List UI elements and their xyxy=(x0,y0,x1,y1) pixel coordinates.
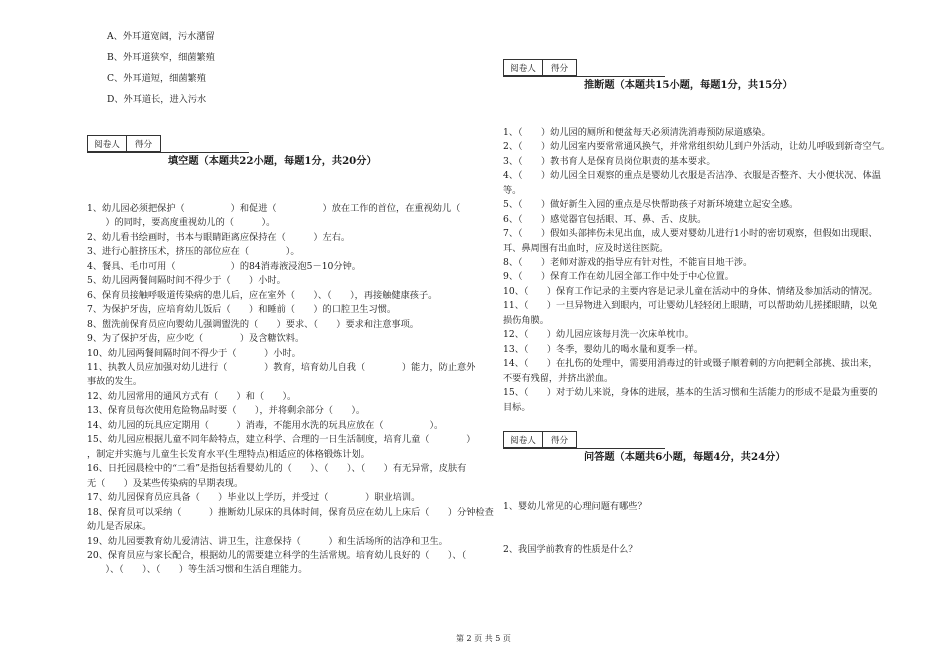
option-d: D、外耳道长，进入污水 xyxy=(107,94,207,105)
option-c: C、外耳道短，细菌繁殖 xyxy=(107,73,206,84)
reviewer-label: 阅卷人 xyxy=(504,60,543,75)
fill-line: 1、幼儿园必须把保护（ ）和促进（ ）放在工作的首位，在重视幼儿（ xyxy=(87,203,461,214)
judge-line: 7、（ ）假如头部摔伤未见出血，成人要对婴幼儿进行1小时的密切观察，但假如出现眼、 xyxy=(503,228,878,239)
score-label: 得分 xyxy=(134,139,153,150)
fill-line: 幼儿是否尿床。 xyxy=(87,521,152,532)
fill-line: 2、幼儿看书绘画时，书本与眼睛距离应保持在（ ）左右。 xyxy=(87,232,351,243)
fill-line: ）的同时，要高度重视幼儿的（ ）。 xyxy=(87,217,276,228)
score-label: 得分 xyxy=(550,435,569,446)
fill-line: 17、幼儿园保育员应具备（ ）毕业以上学历，并受过（ ）职业培训。 xyxy=(87,492,421,503)
judge-line: 11、（ ）一旦异物进入到眼内，可让婴幼儿轻轻闭上眼睛，可以帮助幼儿搓揉眼睛，以免 xyxy=(503,300,878,311)
fill-score-box xyxy=(87,135,161,152)
judge-line: 10、（ ）保育工作记录的主要内容是记录儿童在活动中的身体、情绪及参加活动的情况。 xyxy=(503,286,878,297)
judge-line: 耳、鼻周围有出血时，应及时送往医院。 xyxy=(503,243,669,254)
reviewer-label: 阅卷人 xyxy=(88,136,127,151)
judge-line: 9、（ ）保育工作在幼儿园全部工作中处于中心位置。 xyxy=(503,271,734,282)
judge-line: 6、（ ）感觉器官包括眼、耳、鼻、舌、皮肤。 xyxy=(503,214,707,225)
fill-line: 5、幼儿园两餐间隔时间不得少于（ ）小时。 xyxy=(87,275,286,286)
fill-line: 18、保育员可以采纳（ ）推断幼儿尿床的具体时间，保育员应在幼儿上床后（ ）分钟检查 xyxy=(87,507,494,518)
judge-line: 5、（ ）做好新生入园的重点是尽快帮助孩子对新环境建立起安全感。 xyxy=(503,199,799,210)
judge-section-title: 推断题（本题共15小题，每题1分，共15分） xyxy=(584,79,793,91)
judge-line: 2、（ ）幼儿园室内要常常通风换气，并常常组织幼儿到户外活动，让幼儿呼吸到新奇空气。 xyxy=(503,141,891,152)
score-label: 得分 xyxy=(550,63,569,74)
reviewer-label: 阅卷人 xyxy=(504,432,543,447)
judge-line: 8、（ ）老师对游戏的指导应有针对性，不能盲目地干涉。 xyxy=(503,257,753,268)
judge-line: 3、（ ）教书育人是保育员岗位职责的基本要求。 xyxy=(503,156,716,167)
judge-line: 等。 xyxy=(503,185,522,196)
judge-line: 14、（ ）在扎伤的处理中，需要用消毒过的针或镊子顺着刺的方向把刺全部挑、拔出来， xyxy=(503,358,878,369)
judge-line: 1、（ ）幼儿园的厕所和便盆每天必须清洗消毒预防尿道感染。 xyxy=(503,127,771,138)
fill-section-title: 填空题（本题共22小题，每题1分，共20分） xyxy=(168,155,377,167)
fill-line: 8、盥洗前保育员应向婴幼儿强调盥洗的（ ）要求、（ ）要求和注意事项。 xyxy=(87,319,419,330)
qa-question: 1、婴幼儿常见的心理问题有哪些？ xyxy=(503,501,647,512)
fill-line: 19、幼儿园要教育幼儿爱清洁、讲卫生，注意保持（ ）和生活场所的洁净和卫生。 xyxy=(87,536,448,547)
judge-line: 12、（ ）幼儿园应该每月洗一次床单枕巾。 xyxy=(503,329,694,340)
fill-line: 16、日托园晨检中的“二看”是指包括看婴幼儿的（ ）、（ ）、（ ）有无异常，皮肤有 xyxy=(87,463,467,474)
fill-line: ）、（ ）、（ ）等生活习惯和生活自理能力。 xyxy=(87,564,308,575)
judge-line: 目标。 xyxy=(503,402,531,413)
fill-line: 无（ ）及某些传染病的早期表现。 xyxy=(87,478,244,489)
qa-section-title: 问答题（本题共6小题，每题4分，共24分） xyxy=(584,451,786,463)
option-b: B、外耳道狭窄，细菌繁殖 xyxy=(107,52,215,63)
judge-line: 15、（ ）对于幼儿来说，身体的进展，基本的生活习惯和生活能力的形成不是最为重要的 xyxy=(503,387,878,398)
fill-line: 9、为了保护牙齿，应少吃（ ）及含糖饮料。 xyxy=(87,333,305,344)
qa-question: 2、我国学前教育的性质是什么？ xyxy=(503,544,638,555)
judge-score-box xyxy=(503,59,577,76)
judge-line: 损伤角膜。 xyxy=(503,315,549,326)
option-a: A、外耳道宽阔，污水潴留 xyxy=(107,31,215,42)
fill-line: 3、进行心脏挤压术，挤压的部位应在（ ）。 xyxy=(87,246,300,257)
fill-line: 11、执教人员应加强对幼儿进行（ ）教育，培育幼儿自我（ ）能力，防止意外 xyxy=(87,362,476,373)
fill-line: 10、幼儿园两餐间隔时间不得少于（ ）小时。 xyxy=(87,348,301,359)
judge-line: 不要有残留，并挤出淤血。 xyxy=(503,373,614,384)
fill-line: 14、幼儿园的玩具应定期用（ ）消毒，不能用水洗的玩具应放在（ ）。 xyxy=(87,420,444,431)
fill-line: 事故的发生。 xyxy=(87,376,143,387)
qa-score-box xyxy=(503,431,577,448)
fill-line: ，制定并实施与儿童生长发育水平(生理特点)相适应的体格锻炼计划。 xyxy=(87,449,370,460)
fill-line: 20、保育员应与家长配合，根据幼儿的需要建立科学的生活常规。培育幼儿良好的（ ）、（ xyxy=(87,550,467,561)
fill-line: 7、为保护牙齿，应培育幼儿饭后（ ）和睡前（ ）的口腔卫生习惯。 xyxy=(87,304,397,315)
fill-line: 13、保育员每次使用危险物品时要（ ），并将剩余部分（ ）。 xyxy=(87,405,366,416)
page-footer: 第 2 页 共 5 页 xyxy=(456,634,511,643)
fill-line: 12、幼儿园常用的通风方式有（ ）和（ ）。 xyxy=(87,391,297,402)
judge-line: 13、（ ）冬季，婴幼儿的喝水量和夏季一样。 xyxy=(503,344,704,355)
fill-line: 6、保育员接触呼吸道传染病的患儿后，应在室外（ ）、（ ），再接触健康孩子。 xyxy=(87,290,438,301)
fill-line: 15、幼儿园应根据儿童不同年龄特点，建立科学、合理的一日生活制度，培育儿童（ ） xyxy=(87,434,476,445)
judge-line: 4、（ ）幼儿园全日观察的重点是婴幼儿衣服是否洁净、衣服是否整齐、大小便状况、体温 xyxy=(503,170,881,181)
fill-line: 4、餐具、毛巾可用（ ）的84消毒液浸泡5－10分钟。 xyxy=(87,261,361,272)
